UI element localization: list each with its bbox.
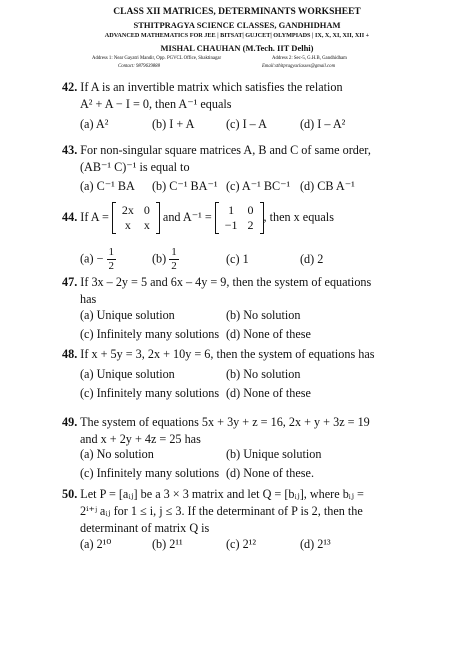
contact-number: Contact: 9879639888 xyxy=(118,64,160,69)
question-text: and x + 2y + 4z = 25 has xyxy=(80,432,201,446)
option-a xyxy=(80,246,116,273)
question-number: 43. xyxy=(62,143,78,157)
option-d: (d) 2 xyxy=(300,252,324,266)
option-c: (c) A⁻¹ BC⁻¹ xyxy=(226,179,291,193)
option-a: (a) C⁻¹ BA xyxy=(80,179,135,193)
question-44 xyxy=(62,198,392,236)
question-text: , then x equals xyxy=(263,210,334,224)
question-text: A² + A − I = 0, then A⁻¹ equals xyxy=(80,97,232,111)
option-a: (a) 2¹⁰ xyxy=(80,537,112,551)
numerator: 1 xyxy=(171,246,177,258)
option-a: (a) Unique solution xyxy=(80,308,175,322)
option-d: (d) 2¹³ xyxy=(300,537,331,551)
email-address: Email:sthitpragyaclasses@gmail.com xyxy=(262,64,336,69)
question-number: 50. xyxy=(62,487,78,501)
question-text: (AB⁻¹ C)⁻¹ is equal to xyxy=(80,160,190,174)
matrix-cell: 0 xyxy=(143,203,150,218)
denominator: 2 xyxy=(171,260,177,272)
question-49 xyxy=(62,414,392,448)
option-c: (c) I – A xyxy=(226,117,267,131)
question-text: If A is an invertible matrix which satisfies the relation xyxy=(80,80,343,94)
option-c: (c) 2¹² xyxy=(226,537,256,551)
question-number: 49. xyxy=(62,415,78,429)
question-text: and A⁻¹ = xyxy=(162,210,212,224)
matrix-cell: 0 xyxy=(247,203,254,218)
option-label: (a) − xyxy=(80,251,104,266)
matrix-cell: 2x xyxy=(121,203,134,218)
matrix-cell: x xyxy=(143,218,150,233)
option-c: (c) 1 xyxy=(226,252,249,266)
question-number: 44. xyxy=(62,210,78,224)
question-text: Let P = [aᵢⱼ] be a 3 × 3 matrix and let Q = [bᵢⱼ], where bᵢⱼ = xyxy=(80,487,364,501)
fraction xyxy=(169,246,179,273)
question-text: If x + 5y = 3, 2x + 10y = 6, then the system of equations has xyxy=(80,347,375,361)
address-1: Address 1: Near Gayatri Mandir, Opp. PGVCL Office, Shaktinagar xyxy=(92,56,222,61)
option-d: (d) None of these xyxy=(226,327,311,341)
matrix-a-inverse xyxy=(215,202,264,234)
matrix-cell: 1 xyxy=(228,203,235,218)
option-d: (d) None of these. xyxy=(226,466,314,480)
question-number: 42. xyxy=(62,80,78,94)
option-b: (b) 2¹¹ xyxy=(152,537,183,551)
option-c: (c) Infinitely many solutions xyxy=(80,386,220,400)
question-text: determinant of matrix Q is xyxy=(80,521,210,535)
option-a: (a) Unique solution xyxy=(80,367,175,381)
question-text: For non-singular square matrices A, B and C of same order, xyxy=(80,143,371,157)
address-2: Address 2: Sec-5, G.H.B, Gandhidham xyxy=(272,56,347,61)
option-c: (c) Infinitely many solutions xyxy=(80,327,220,341)
option-b: (b) C⁻¹ BA⁻¹ xyxy=(152,179,218,193)
numerator: 1 xyxy=(108,246,114,258)
option-b: (b) No solution xyxy=(226,308,301,322)
option-c: (c) Infinitely many solutions xyxy=(80,466,220,480)
question-number: 47. xyxy=(62,275,78,289)
option-b: (b) No solution xyxy=(226,367,301,381)
question-text: If 3x – 2y = 5 and 6x – 4y = 9, then the system of equations xyxy=(80,275,372,289)
question-text: The system of equations 5x + 3y + z = 16, 2x + y + 3z = 19 xyxy=(80,415,370,429)
option-label: (b) xyxy=(152,251,167,266)
question-50 xyxy=(62,486,392,537)
fraction xyxy=(107,246,117,273)
denominator: 2 xyxy=(108,260,114,272)
worksheet-title: CLASS XII MATRICES, DETERMINANTS WORKSHEET xyxy=(113,7,361,17)
matrix-cell: 2 xyxy=(247,218,254,233)
institute-name: STHITPRAGYA SCIENCE CLASSES, GANDHIDHAM xyxy=(133,20,341,30)
option-d: (d) CB A⁻¹ xyxy=(300,179,355,193)
question-number: 48. xyxy=(62,347,78,361)
option-b xyxy=(152,246,179,273)
question-text: 2ⁱ⁺ʲ aᵢⱼ for 1 ≤ i, j ≤ 3. If the determinant of P is 2, then the xyxy=(80,504,363,518)
option-a: (a) No solution xyxy=(80,447,154,461)
question-text: has xyxy=(80,292,97,306)
matrix-cell: −1 xyxy=(224,218,238,233)
question-43 xyxy=(62,142,392,176)
option-d: (d) I – A² xyxy=(300,117,346,131)
question-47 xyxy=(62,274,392,308)
course-subtitle: ADVANCED MATHEMATICS FOR JEE | BITSAT| GUJCET| OLYMPIADS | IX, X, XI, XII, XII + xyxy=(104,32,370,39)
question-48 xyxy=(62,346,392,363)
option-d: (d) None of these xyxy=(226,386,311,400)
option-b: (b) I + A xyxy=(152,117,195,131)
option-a: (a) A² xyxy=(80,117,109,131)
teacher-name: MISHAL CHAUHAN (M.Tech. IIT Delhi) xyxy=(160,43,314,53)
matrix-a xyxy=(112,202,160,234)
question-42 xyxy=(62,79,392,113)
matrix-cell: x xyxy=(124,218,131,233)
option-b: (b) Unique solution xyxy=(226,447,322,461)
question-text: If A = xyxy=(80,210,109,224)
